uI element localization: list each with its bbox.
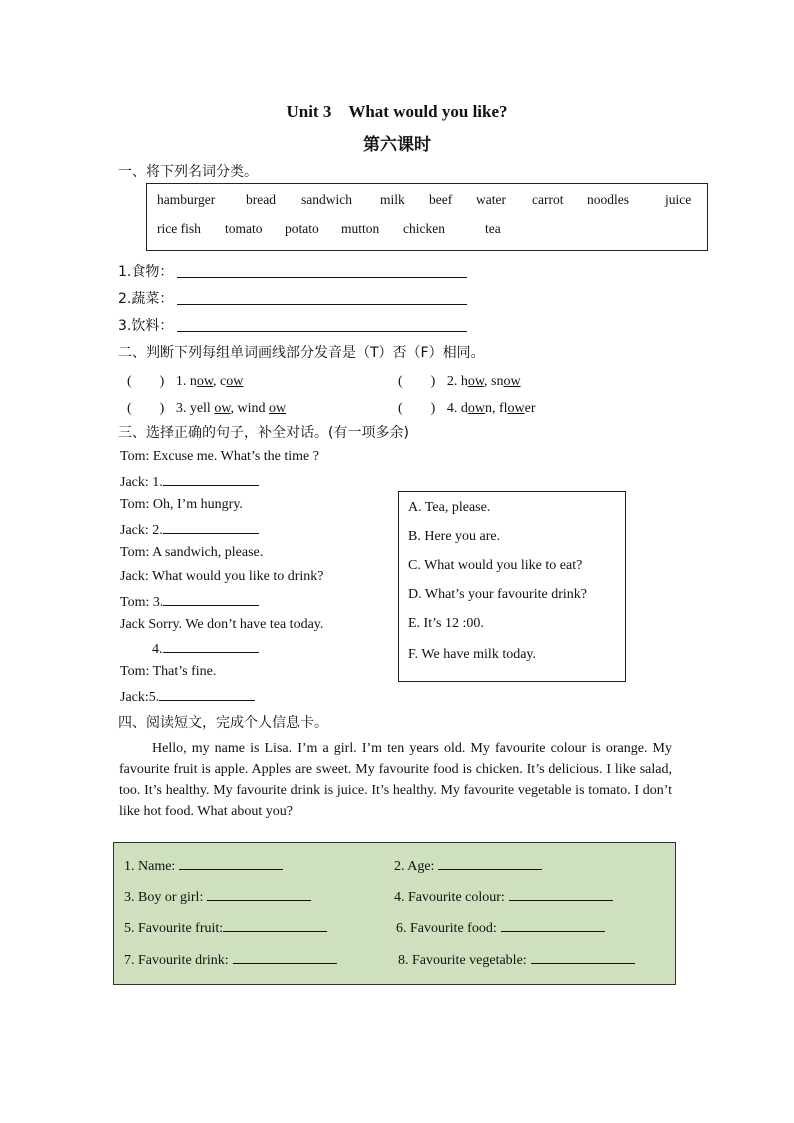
card-field-food [396, 919, 605, 937]
section4-heading: 四、阅读短文，完成个人信息卡。 [118, 715, 328, 731]
card-field-gender [124, 888, 311, 906]
word-item: water [476, 192, 506, 207]
answer-blank[interactable] [163, 593, 259, 606]
section1-heading: 一、将下列名词分类。 [118, 164, 258, 180]
dialogue-line [152, 640, 259, 658]
word-part: sn [491, 374, 504, 389]
field-label: 3. Boy or girl: [124, 890, 204, 905]
option-a: A. Tea, please. [408, 500, 491, 515]
page-subtitle: 第六课时 [363, 135, 431, 154]
option-b: B. Here you are. [408, 529, 501, 544]
option-c: C. What would you like to eat? [408, 558, 583, 573]
category-drink-answer-line[interactable] [177, 331, 467, 332]
category-food-answer-line[interactable] [177, 277, 467, 278]
page-title: Unit 3 What would you like? [286, 102, 508, 121]
field-label: 6. Favourite food: [396, 921, 497, 936]
category-vegetable-answer-line[interactable] [177, 304, 467, 305]
answer-blank[interactable] [233, 951, 337, 964]
card-field-age [394, 857, 542, 875]
field-label: 8. Favourite vegetable: [398, 953, 527, 968]
word-separator: n, [484, 401, 499, 416]
underlined-part: ow [467, 374, 485, 389]
word-item: rice fish [157, 221, 201, 236]
word-part: fl [498, 401, 508, 416]
answer-blank[interactable] [163, 521, 259, 534]
answer-blank[interactable] [179, 857, 283, 870]
pronunciation-item[interactable] [127, 397, 286, 417]
category-food-label: 1.食物： [118, 264, 174, 280]
word-item: bread [246, 192, 276, 207]
word-separator: , [230, 401, 238, 416]
section3-heading: 三、选择正确的句子，补全对话。(有一项多余) [118, 425, 409, 441]
word-item: potato [285, 221, 319, 236]
dialogue-line: Jack: What would you like to drink? [120, 569, 324, 584]
options-box [398, 491, 626, 682]
dialogue-text: Jack: 2. [120, 523, 163, 538]
answer-blank[interactable] [163, 473, 259, 486]
word-box [146, 183, 708, 251]
item-number: 1. [175, 374, 187, 389]
dialogue-text: Jack: 1. [120, 475, 163, 490]
category-vegetable-label: 2.蔬菜： [118, 291, 174, 307]
option-e: E. It’s 12 :00. [408, 616, 484, 631]
word-part: n [189, 374, 197, 389]
dialogue-line [120, 521, 259, 539]
option-f: F. We have milk today. [408, 647, 537, 662]
underlined-part: ow [226, 374, 244, 389]
word-part: h [460, 374, 468, 389]
answer-blank[interactable] [223, 919, 327, 932]
answer-parentheses[interactable]: ( ) [127, 401, 165, 416]
dialogue-line: Tom: That’s fine. [120, 664, 217, 679]
section2-heading: 二、判断下列每组单词画线部分发音是（T）否（F）相同。 [118, 345, 485, 361]
underlined-part: ow [269, 401, 287, 416]
answer-blank[interactable] [531, 951, 635, 964]
item-number: 2. [446, 374, 458, 389]
word-part: er [524, 401, 536, 416]
word-separator: , [484, 374, 492, 389]
passage-text: Hello, my name is Lisa. I’m a girl. I’m ten years old. My favourite colour is orange. My favourite fruit is apple. Apples are sweet. My favourite food is chicken. It’s delicious. I like salad, too. It’s healthy. My favourite drink is juice. It’s healthy. My favourite vegetable is tomato. I don’t like hot food. What about you? [119, 741, 672, 819]
info-card [113, 842, 676, 985]
field-label: 5. Favourite fruit: [124, 921, 224, 936]
item-number: 3. [175, 401, 187, 416]
word-part: wind [237, 401, 270, 416]
field-label: 4. Favourite colour: [394, 890, 505, 905]
answer-blank[interactable] [163, 640, 259, 653]
field-label: 7. Favourite drink: [124, 953, 229, 968]
dialogue-line: Tom: Oh, I’m hungry. [120, 497, 243, 512]
word-item: chicken [403, 221, 445, 236]
answer-blank[interactable] [207, 888, 311, 901]
dialogue-line: Tom: A sandwich, please. [120, 545, 264, 560]
underlined-part: ow [503, 374, 521, 389]
answer-blank[interactable] [438, 857, 542, 870]
card-field-colour [394, 888, 613, 906]
option-d: D. What’s your favourite drink? [408, 587, 587, 602]
dialogue-line: Tom: Excuse me. What’s the time ? [120, 449, 319, 464]
field-label: 2. Age: [394, 859, 435, 874]
word-item: tomato [225, 221, 263, 236]
pronunciation-item[interactable] [398, 370, 521, 390]
item-number: 4. [446, 401, 458, 416]
word-item: milk [380, 192, 405, 207]
word-part: yell [189, 401, 215, 416]
answer-parentheses[interactable]: ( ) [398, 401, 436, 416]
word-separator: , [213, 374, 221, 389]
word-item: hamburger [157, 192, 216, 207]
pronunciation-item[interactable] [127, 370, 243, 390]
answer-blank[interactable] [159, 688, 255, 701]
underlined-part: ow [214, 401, 231, 416]
card-field-drink [124, 951, 337, 969]
dialogue-line: Jack Sorry. We don’t have tea today. [120, 617, 324, 632]
dialogue-line [120, 593, 259, 611]
answer-parentheses[interactable]: ( ) [398, 374, 436, 389]
field-label: 1. Name: [124, 859, 176, 874]
word-item: mutton [341, 221, 380, 236]
answer-blank[interactable] [509, 888, 613, 901]
card-field-name [124, 857, 283, 875]
word-part: c [220, 374, 227, 389]
dialogue-text: Tom: 3. [120, 595, 164, 610]
underlined-part: ow [507, 401, 525, 416]
underlined-part: ow [467, 401, 485, 416]
word-item: carrot [532, 192, 564, 207]
word-item: tea [485, 221, 501, 236]
underlined-part: ow [196, 374, 214, 389]
word-item: noodles [587, 192, 629, 207]
dialogue-line [120, 473, 259, 491]
answer-parentheses[interactable]: ( ) [127, 374, 165, 389]
dialogue-line [120, 688, 255, 706]
word-item: beef [429, 192, 453, 207]
word-part: d [460, 401, 468, 416]
word-item: juice [665, 192, 692, 207]
card-field-fruit [124, 919, 327, 937]
word-item: sandwich [301, 192, 352, 207]
dialogue-text: 4. [152, 642, 163, 657]
reading-passage [119, 738, 672, 822]
dialogue-text: Jack:5. [120, 690, 160, 705]
answer-blank[interactable] [501, 919, 605, 932]
category-drink-label: 3.饮料： [118, 318, 174, 334]
card-field-vegetable [398, 951, 635, 969]
pronunciation-item[interactable] [398, 397, 536, 417]
